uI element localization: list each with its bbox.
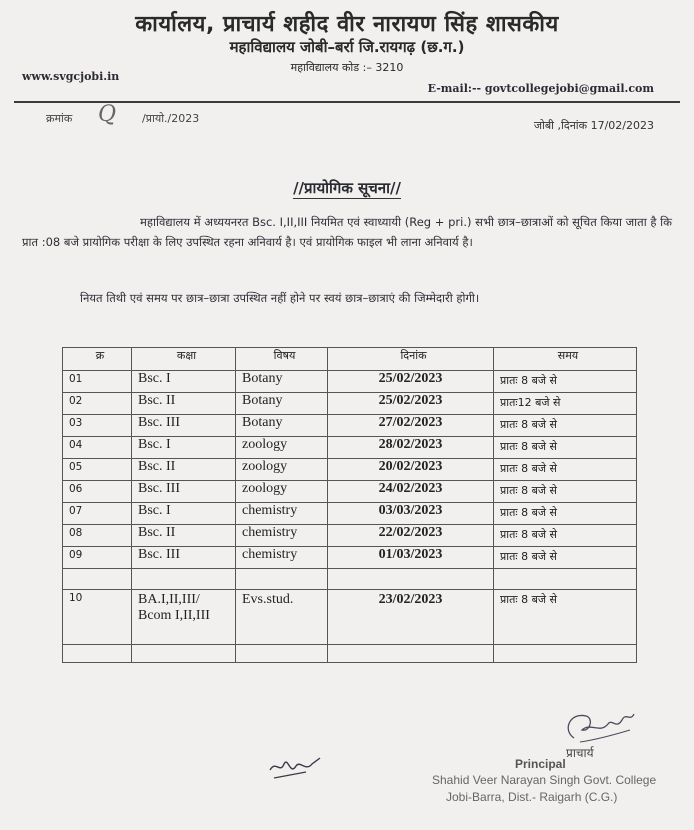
table-row-empty	[63, 645, 637, 663]
cell-class: Bsc. I	[132, 371, 236, 393]
table-row	[63, 437, 637, 459]
notice-heading-text: //प्रायोगिक सूचना//	[293, 179, 401, 197]
cell-subject: chemistry	[236, 547, 328, 569]
table-row	[63, 393, 637, 415]
cell-date: 03/03/2023	[328, 503, 494, 525]
cell-time: प्रातः 8 बजे से	[494, 437, 637, 459]
cell-serial: 05	[63, 459, 132, 481]
practical-schedule-table	[62, 347, 637, 663]
cell-subject: zoology	[236, 481, 328, 503]
cell-serial: 04	[63, 437, 132, 459]
cell-class: Bsc. II	[132, 525, 236, 547]
cell-subject: zoology	[236, 437, 328, 459]
cell-date: 25/02/2023	[328, 371, 494, 393]
table-row	[63, 459, 637, 481]
principal-title: Principal	[515, 757, 566, 771]
cell-time: प्रातः 8 बजे से	[494, 415, 637, 437]
empty-cell	[63, 569, 132, 590]
cell-subject: chemistry	[236, 503, 328, 525]
cell-date: 23/02/2023	[328, 590, 494, 645]
table-row	[63, 503, 637, 525]
cell-date: 27/02/2023	[328, 415, 494, 437]
cell-time: प्रातः 8 बजे से	[494, 503, 637, 525]
cell-serial: 10	[63, 590, 132, 645]
principal-signature	[560, 700, 638, 750]
empty-cell	[328, 645, 494, 663]
header-subject: विषय	[236, 348, 328, 371]
website-text: www.svgcjobi.in	[22, 70, 120, 83]
cell-time: प्रातः 8 बजे से	[494, 590, 637, 645]
empty-cell	[132, 569, 236, 590]
empty-cell	[63, 645, 132, 663]
table-row-empty	[63, 569, 637, 590]
cell-class: Bsc. II	[132, 459, 236, 481]
empty-cell	[328, 569, 494, 590]
cell-serial: 01	[63, 371, 132, 393]
cell-date: 20/02/2023	[328, 459, 494, 481]
notice-paragraph-1	[22, 212, 672, 252]
cell-class: Bsc. III	[132, 481, 236, 503]
principal-address: Jobi-Barra, Dist.- Raigarh (C.G.)	[446, 790, 618, 804]
empty-cell	[236, 645, 328, 663]
cell-serial: 03	[63, 415, 132, 437]
cell-time: प्रातः 8 बजे से	[494, 481, 637, 503]
cell-serial: 07	[63, 503, 132, 525]
cell-serial: 09	[63, 547, 132, 569]
cell-serial: 08	[63, 525, 132, 547]
reference-label: क्रमांक	[46, 112, 73, 125]
principal-college: Shahid Veer Narayan Singh Govt. College	[432, 773, 657, 787]
empty-cell	[494, 645, 637, 663]
empty-cell	[132, 645, 236, 663]
college-code: महाविद्यालय कोड :– 3210	[290, 61, 404, 74]
cell-subject: chemistry	[236, 525, 328, 547]
initials-signature	[266, 752, 324, 782]
cell-time: प्रातः 8 बजे से	[494, 459, 637, 481]
cell-class: Bsc. III	[132, 415, 236, 437]
cell-class: Bsc. II	[132, 393, 236, 415]
office-title: कार्यालय, प्राचार्य शहीद वीर नारायण सिंह शासकीय	[135, 12, 559, 37]
cell-time: प्रातः 8 बजे से	[494, 371, 637, 393]
notice-date: जोबी ,दिनांक 17/02/2023	[533, 119, 654, 132]
cell-class: BA.I,II,III/ Bcom I,II,III	[132, 590, 236, 645]
cell-subject: Botany	[236, 371, 328, 393]
cell-date: 01/03/2023	[328, 547, 494, 569]
header-time: समय	[494, 348, 637, 371]
cell-time: प्रातः 8 बजे से	[494, 525, 637, 547]
reference-suffix: /प्रायो./2023	[142, 112, 200, 125]
cell-time: प्रातः12 बजे से	[494, 393, 637, 415]
college-subtitle: महाविद्यालय जोबी–बर्रा जि.रायगढ़ (छ.ग.)	[229, 38, 465, 56]
cell-class: Bsc. III	[132, 547, 236, 569]
notice-paragraph-1-text: महाविद्यालय में अध्ययनरत Bsc. I,II,III नियमित एवं स्वाध्यायी (Reg + pri.) सभी छात्र–छात्राओं को सूचित किया जाता है कि प्रात :08 बजे प्रायोगिक परीक्षा के लिए उपस्थित रहना अनिवार्य है। एवं प्रायोगिक फाइल भी लाना अनिवार्य है।	[22, 215, 672, 249]
cell-serial: 06	[63, 481, 132, 503]
cell-date: 25/02/2023	[328, 393, 494, 415]
table-row	[63, 547, 637, 569]
table-row	[63, 525, 637, 547]
cell-time: प्रातः 8 बजे से	[494, 547, 637, 569]
cell-subject: Botany	[236, 393, 328, 415]
cell-subject: zoology	[236, 459, 328, 481]
principal-title-hindi: प्राचार्य	[566, 746, 594, 760]
header-date: दिनांक	[328, 348, 494, 371]
table-header-row	[63, 348, 637, 371]
header-serial: क्र	[63, 348, 132, 371]
table-row	[63, 371, 637, 393]
cell-date: 28/02/2023	[328, 437, 494, 459]
empty-cell	[236, 569, 328, 590]
table-row	[63, 590, 637, 645]
table-row	[63, 415, 637, 437]
header-class: कक्षा	[132, 348, 236, 371]
cell-serial: 02	[63, 393, 132, 415]
cell-date: 22/02/2023	[328, 525, 494, 547]
cell-class: Bsc. I	[132, 437, 236, 459]
cell-class: Bsc. I	[132, 503, 236, 525]
empty-cell	[494, 569, 637, 590]
cell-subject: Evs.stud.	[236, 590, 328, 645]
cell-subject: Botany	[236, 415, 328, 437]
notice-heading	[0, 178, 694, 198]
email-text: E-mail:-- govtcollegejobi@gmail.com	[427, 82, 654, 95]
table-row	[63, 481, 637, 503]
reference-number: Q	[98, 102, 117, 127]
cell-date: 24/02/2023	[328, 481, 494, 503]
notice-paragraph-2: नियत तिथी एवं समय पर छात्र–छात्रा उपस्थित नहीं होने पर स्वयं छात्र–छात्राएं की जिम्मेदारी होगी।	[80, 291, 480, 305]
